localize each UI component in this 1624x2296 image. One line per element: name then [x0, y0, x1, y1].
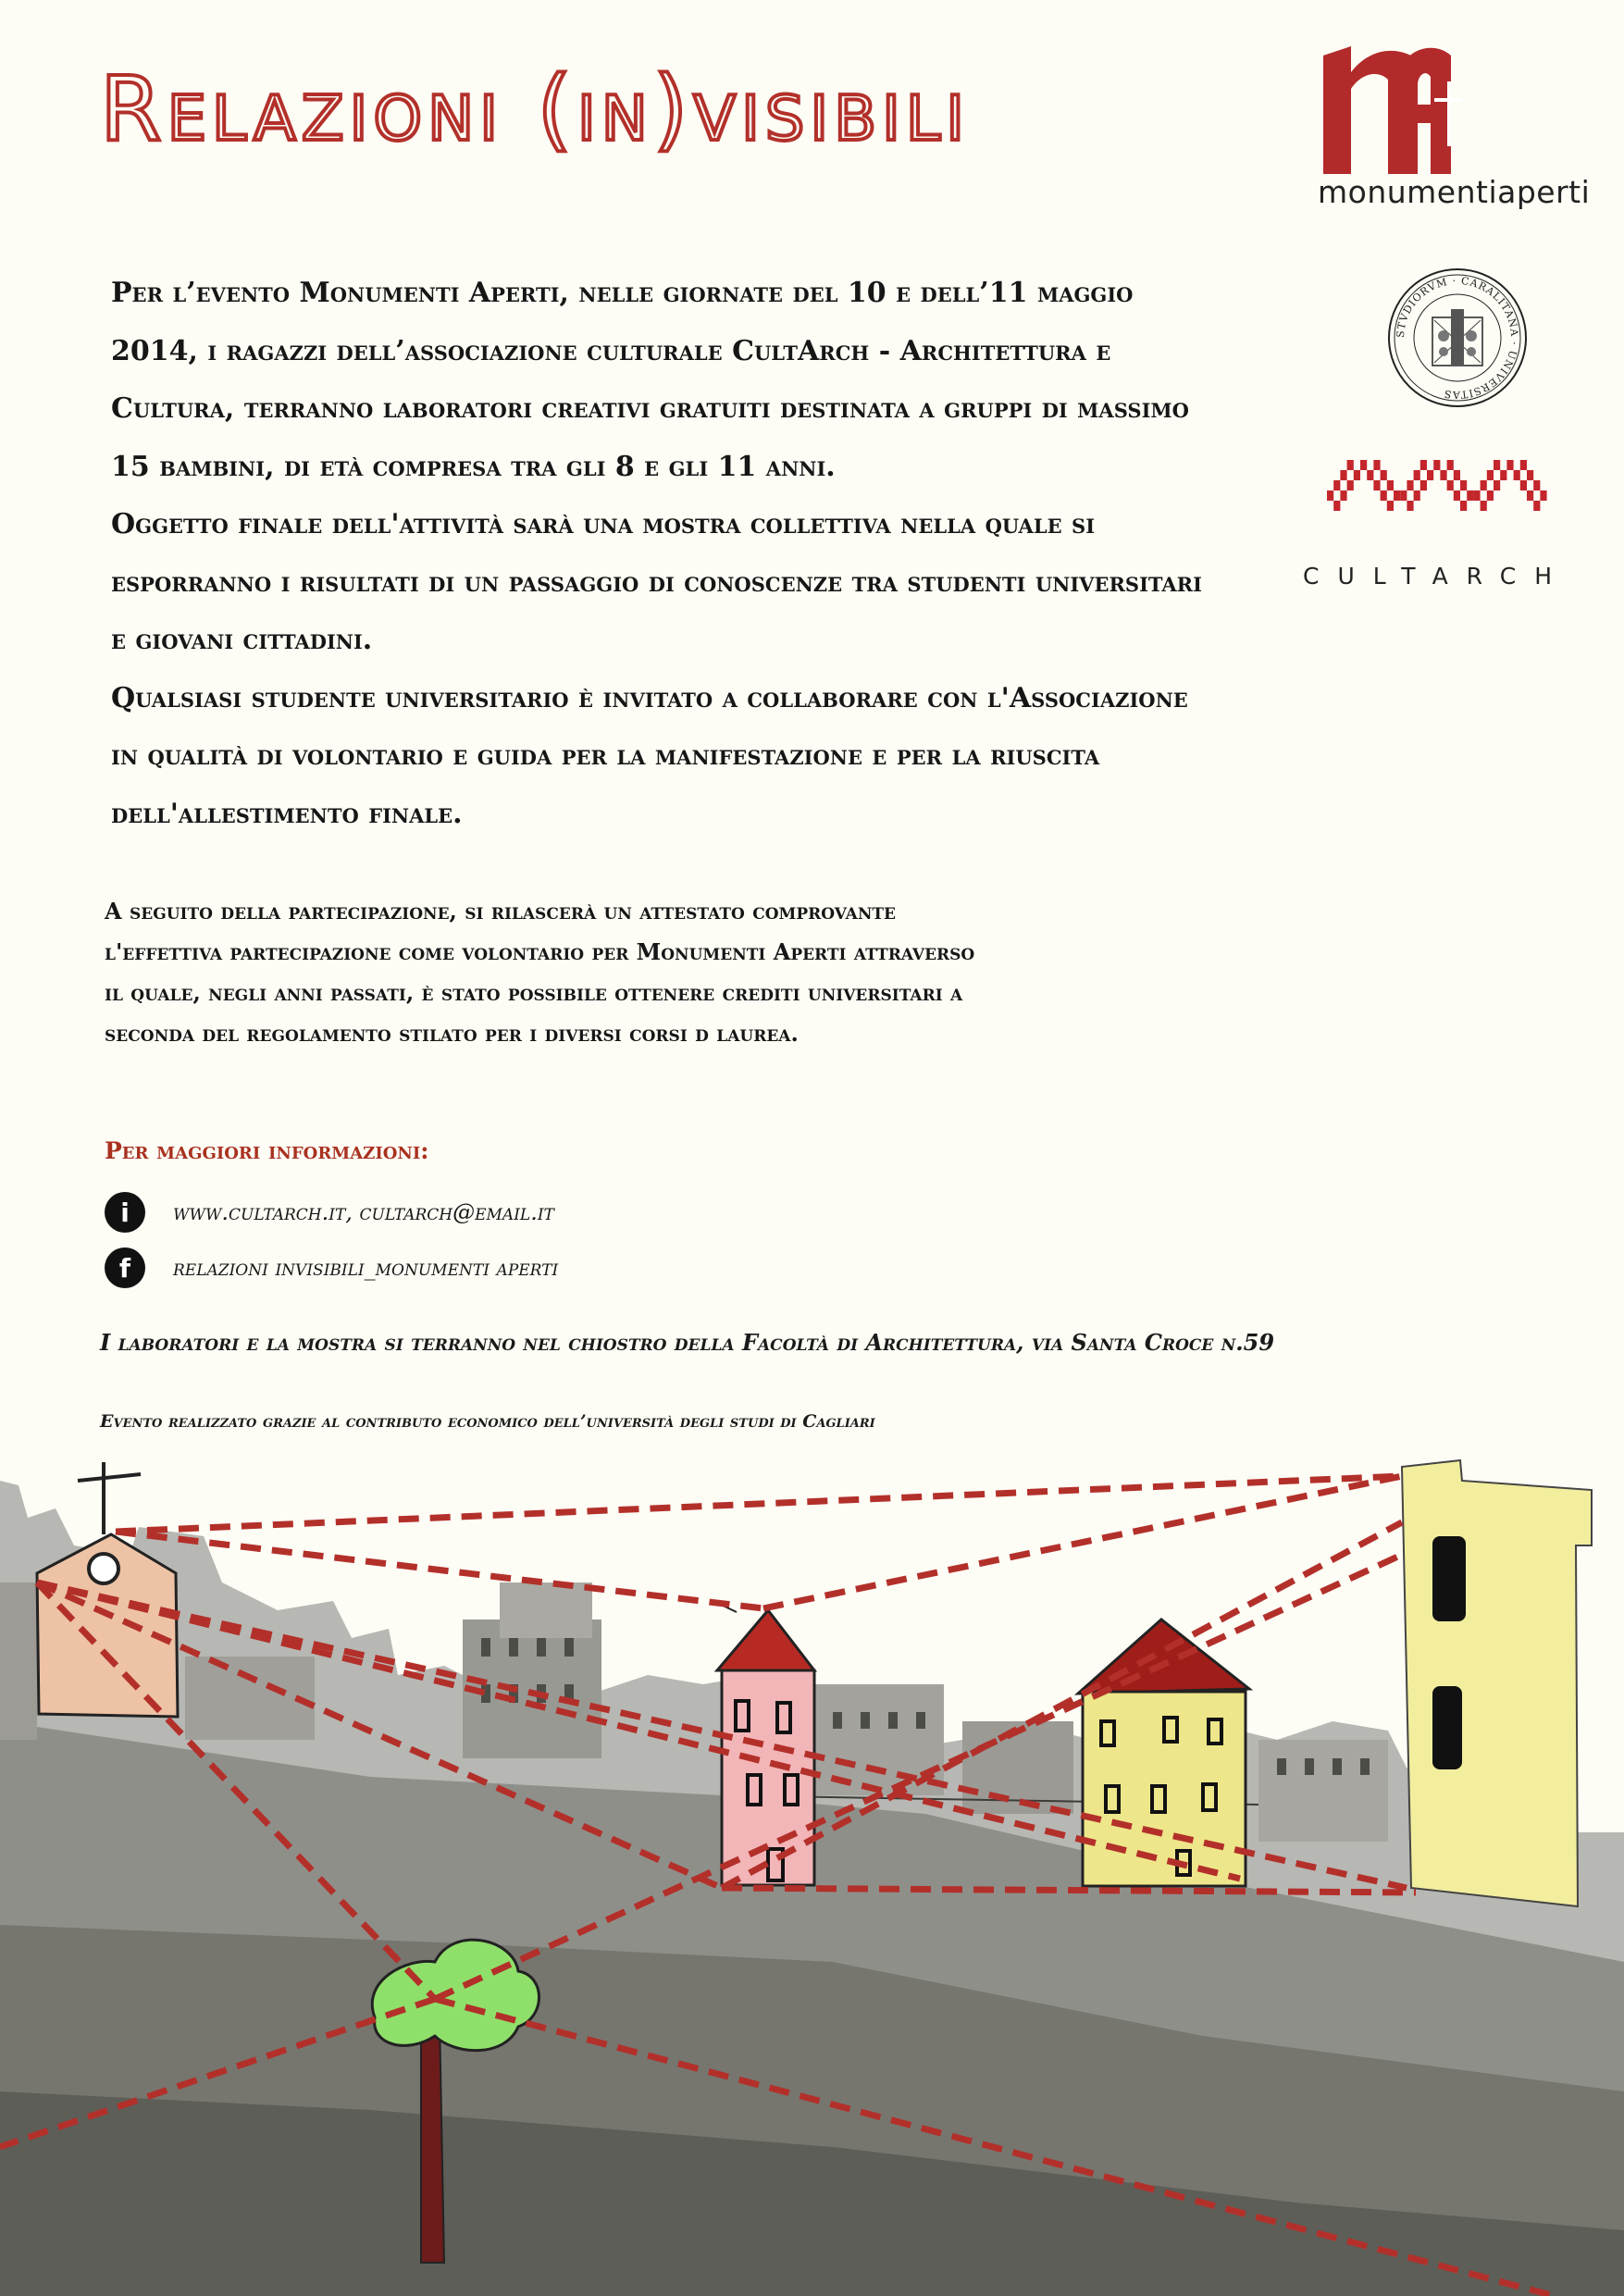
city-photo-background	[0, 1481, 1624, 2296]
pink-house-drawing	[717, 1603, 814, 1885]
website-contact-row[interactable]	[105, 1192, 554, 1233]
certificate-line: A seguito della partecipazione, si rilascerà un attestato comprovante	[105, 898, 896, 925]
certificate-line: il quale, negli anni passati, è stato possibile ottenere crediti universitari a	[105, 979, 963, 1006]
intro-paragraph	[111, 265, 1221, 843]
facebook-contact-row[interactable]	[105, 1247, 558, 1288]
cultarch-wordmark: CULTARCH	[1303, 563, 1571, 590]
svg-text:STVDIORVM · CARALITANA · UNIVE: STVDIORVM · CARALITANA · UNIVERSITAS	[1394, 274, 1521, 402]
objective-text: Oggetto finale dell'attività sarà una mostra collettiva nella quale si esporranno i risultati di un passaggio di conoscenze tra studenti universitari e giovani cittadini.	[111, 508, 1202, 656]
info-icon: i	[105, 1192, 145, 1233]
university-seal-logo	[1386, 267, 1529, 409]
cultarch-pattern-logo	[1327, 460, 1569, 514]
monumenti-aperti-wordmark: monumentiaperti	[1318, 174, 1591, 210]
more-info-heading: Per maggiori informazioni:	[105, 1137, 429, 1164]
certificate-line: seconda del regolamento stilato per i diversi corsi d laurea.	[105, 1020, 799, 1047]
location-note: I laboratori e la mostra si terranno nel chiostro della Facoltà di Architettura, via Santa Croce n.59	[100, 1329, 1275, 1356]
invite-text: Qualsiasi studente universitario è invitato a collaborare con l'Associazione in qualità di volontario e guida per la manifestazione e per la riuscita dell'allestimento finale.	[111, 681, 1188, 830]
city-illustration	[0, 1444, 1624, 2296]
sponsor-note: Evento realizzato grazie al contributo economico dell’università degli studi di Cagliari	[100, 1411, 875, 1432]
intro-text: Per l’evento Monumenti Aperti, nelle giornate del 10 e dell’11 maggio 2014, i ragazzi dell’associazione culturale CultArch - Architettura e Cultura, terranno laboratori creativi gratuiti destinata a gruppi di massimo 15 bambini, di età compresa tra gli 8 e gli 11 anni.	[111, 277, 1189, 483]
certificate-paragraph	[105, 891, 1215, 1054]
tower-drawing	[1402, 1460, 1592, 1906]
poster-title: Relazioni (in)visibili	[100, 57, 971, 161]
facebook-contact-text[interactable]: relazioni invisibili_monumenti aperti	[173, 1255, 559, 1281]
church-drawing	[37, 1462, 178, 1717]
certificate-line: l'effettiva partecipazione come volontario per Monumenti Aperti attraverso	[105, 938, 975, 965]
facebook-icon: f	[105, 1247, 145, 1288]
website-contact-text[interactable]: www.cultarch.it, cultarch@email.it	[173, 1199, 554, 1225]
